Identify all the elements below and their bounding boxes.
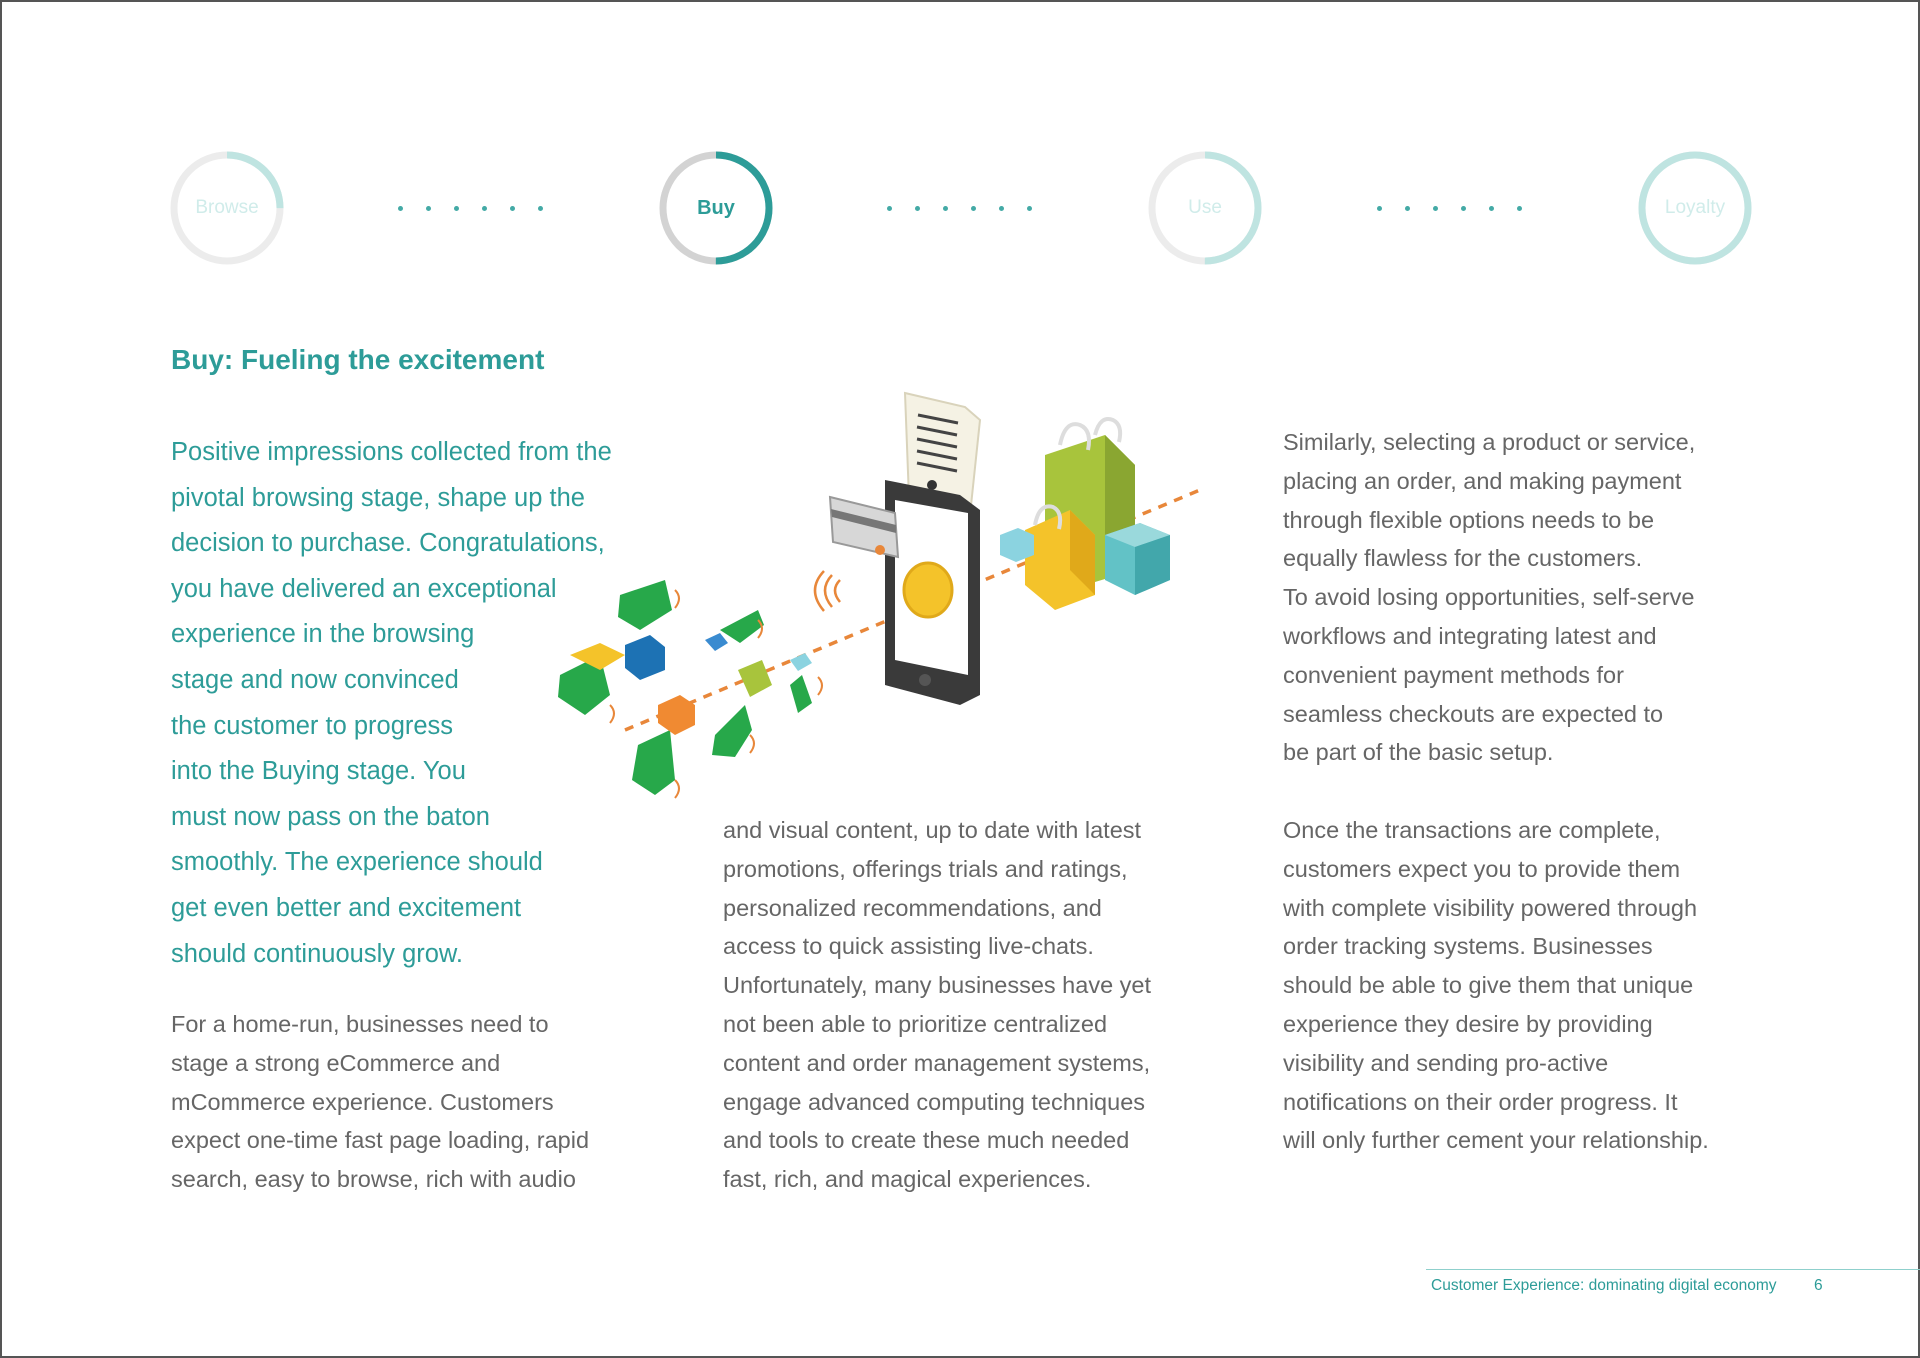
text-line: fast, rich, and magical experiences. [723,1166,1092,1193]
text-line: customers expect you to provide them [1283,855,1681,882]
text-line: experience they desire by providing [1283,1010,1653,1037]
step-use [1147,150,1263,266]
text-line: Once the transactions are complete, [1283,817,1661,843]
text-line: the customer to progress [171,711,454,740]
text-line: and visual content, up to date with latest [723,817,1142,843]
step-label: Buy [697,196,735,219]
text-line: smoothly. The experience should [171,848,543,877]
text-line: experience in the browsing [171,620,475,649]
step-connector [887,206,1055,214]
text-line: decision to purchase. Congratulations, [171,529,605,558]
text-line: get even better and excitement [171,893,522,922]
text-line: placing an order, and making payment [1283,467,1682,494]
text-line: with complete visibility powered through [1283,894,1698,921]
text-line: should continuously grow. [171,939,464,968]
text-line: and tools to create these much needed [723,1127,1130,1154]
text-line: should be able to give them that unique [1283,972,1694,999]
text-line: Positive impressions collected from the [171,438,612,466]
text-line: engage advanced computing techniques [723,1088,1146,1115]
step-label: Use [1188,197,1222,218]
step-label: Loyalty [1664,197,1726,218]
step-label: Browse [195,197,259,218]
coin-icon [904,563,952,617]
text-line: stage a strong eCommerce and [171,1049,501,1076]
gift-box-icon [1105,523,1170,595]
text-line: into the Buying stage. You [171,757,466,786]
text-line: not been able to prioritize centralized [723,1010,1108,1037]
gift-box-icon [1000,528,1034,562]
text-line: Unfortunately, many businesses have yet [723,972,1152,999]
text-line: promotions, offerings trials and ratings, [723,855,1128,882]
signal-icon [815,571,840,611]
text-line: convenient payment methods for [1283,661,1624,688]
text-line: workflows and integrating latest and [1283,622,1657,649]
step-connector [1377,206,1545,214]
text-line: be part of the basic setup. [1283,739,1554,766]
footer-title: Customer Experience: dominating digital economy [1431,1277,1777,1294]
footer-rule [1426,1269,1920,1270]
step-browse [169,150,285,266]
price-tag-icon [558,580,812,795]
text-line: content and order management systems, [723,1049,1151,1076]
text-line: search, easy to browse, rich with audio [171,1166,576,1193]
body-column-3-bottom [1283,811,1709,1160]
text-line: stage and now convinced [171,665,459,694]
body-column-1 [171,1005,589,1199]
step-loyalty [1637,150,1753,266]
text-line: mCommerce experience. Customers [171,1088,554,1115]
text-line: personalized recommendations, and [723,894,1102,921]
text-line: will only further cement your relationship. [1283,1127,1709,1154]
text-line: For a home-run, businesses need to [171,1011,549,1037]
text-line: you have delivered an exceptional [171,574,557,603]
text-line: seamless checkouts are expected to [1283,700,1664,727]
text-line: Similarly, selecting a product or service, [1283,429,1696,455]
body-column-2 [723,811,1151,1199]
text-line: must now pass on the baton [171,802,490,831]
step-connector [398,206,566,214]
text-line: expect one-time fast page loading, rapid [171,1127,590,1154]
text-line: visibility and sending pro-active [1283,1049,1609,1076]
text-line: access to quick assisting live-chats. [723,933,1094,960]
text-line: notifications on their order progress. It [1283,1088,1678,1115]
buy-illustration [540,385,1210,805]
step-buy [658,150,774,266]
text-line: To avoid losing opportunities, self-serve [1283,584,1695,611]
text-line: pivotal browsing stage, shape up the [171,483,585,512]
body-column-3-top [1283,423,1695,772]
text-line: equally flawless for the customers. [1283,545,1643,572]
section-title: Buy: Fueling the excitement [171,344,545,375]
text-line: through flexible options needs to be [1283,506,1655,533]
page-number: 6 [1814,1277,1823,1294]
text-line: order tracking systems. Businesses [1283,933,1653,960]
